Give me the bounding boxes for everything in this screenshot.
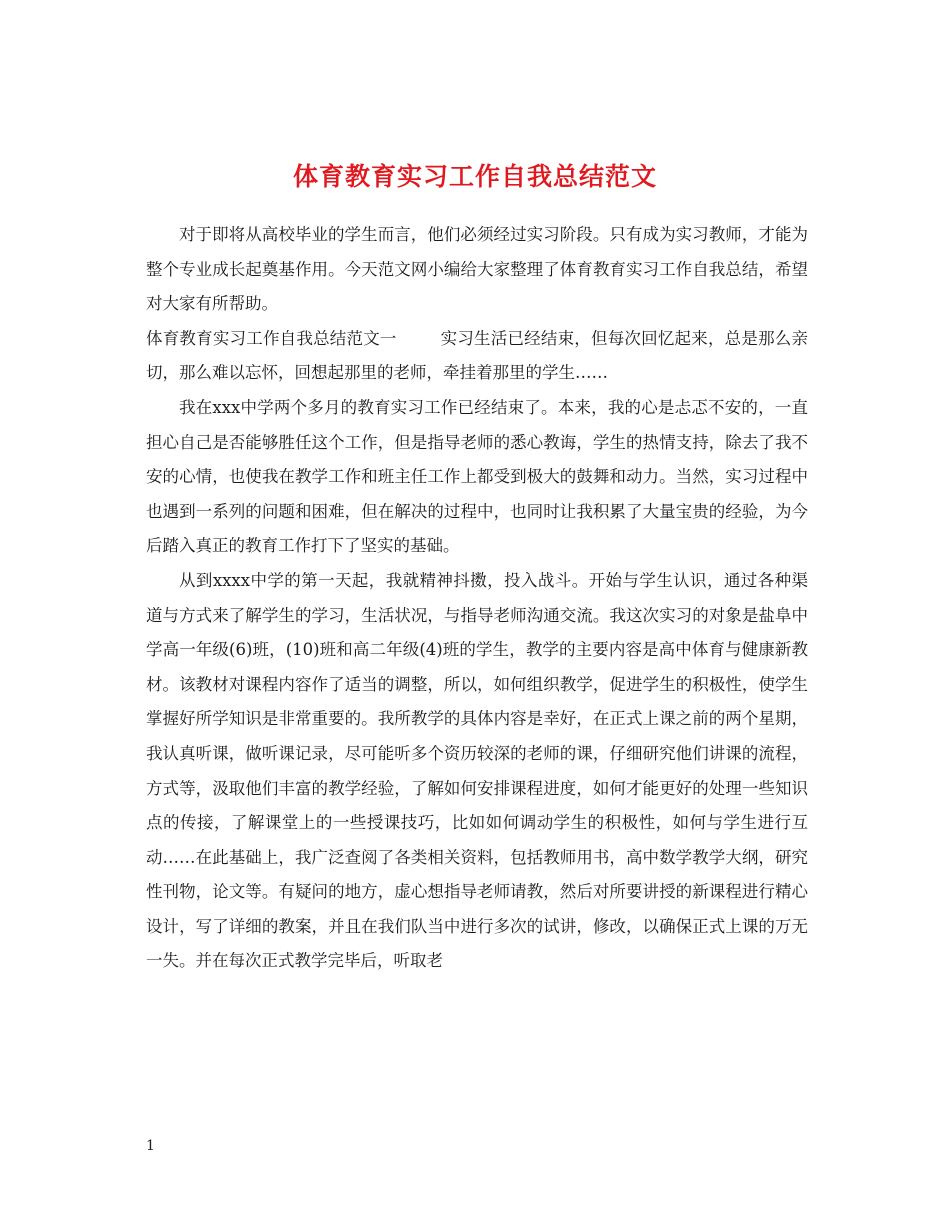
intro-paragraph: 对于即将从高校毕业的学生而言，他们必须经过实习阶段。只有成为实习教师，才能为整个专业成长起奠基作用。今天范文网小编给大家整理了体育教育实习工作自我总结，希望对大家有所帮助。	[146, 225, 808, 314]
section-heading-line	[146, 322, 808, 391]
document-body	[146, 218, 808, 979]
document-title: 体育教育实习工作自我总结范文	[292, 161, 657, 191]
body-paragraph-1: 我在xxx中学两个多月的教育实习工作已经结束了。本来，我的心是忐忑不安的，一直担心自己是否能够胜任这个工作，但是指导老师的悉心教诲，学生的热情支持，除去了我不安的心情，也使我在教学工作和班主任工作上都受到极大的鼓舞和动力。当然，实习过程中也遇到一系列的问题和困难，但在解决的过程中，也同时让我积累了大量宝贵的经验，为今后踏入真正的教育工作打下了坚实的基础。	[146, 397, 808, 556]
body-paragraph-2: 从到xxxx中学的第一天起，我就精神抖擞，投入战斗。开始与学生认识，通过各种渠道与方式来了解学生的学习，生活状况，与指导老师沟通交流。我这次实习的对象是盐阜中学高一年级(6)班，(10)班和高二年级(4)班的学生，教学的主要内容是高中体育与健康新教材。该教材对课程内容作了适当的调整，所以，如何组织教学，促进学生的积极性，使学生掌握好所学知识是非常重要的。我所教学的具体内容是幸好，在正式上课之前的两个星期，我认真听课，做听课记录，尽可能听多个资历较深的老师的课，仔细研究他们讲课的流程，方式等，汲取他们丰富的教学经验，了解如何安排课程进度，如何才能更好的处理一些知识点的传接，了解课堂上的一些授课技巧，比如如何调动学生的积极性，如何与学生进行互动……在此基础上，我广泛查阅了各类相关资料，包括教师用书，高中数学教学大纲，研究性刊物，论文等。有疑问的地方，虚心想指导老师请教，然后对所要讲授的新课程进行精心设计，写了详细的教案，并且在我们队当中进行多次的试讲，修改，以确保正式上课的万无一失。并在每次正式教学完毕后，听取老	[146, 570, 808, 971]
section-opening: 实习生活已经结束，但每次回忆起来，总是那么亲切，那么难以忘怀，回想起那里的老师，牵挂着那里的学生……	[146, 328, 809, 383]
section-title: 体育教育实习工作自我总结范文一	[146, 328, 397, 348]
page-number: 1	[146, 1138, 155, 1154]
